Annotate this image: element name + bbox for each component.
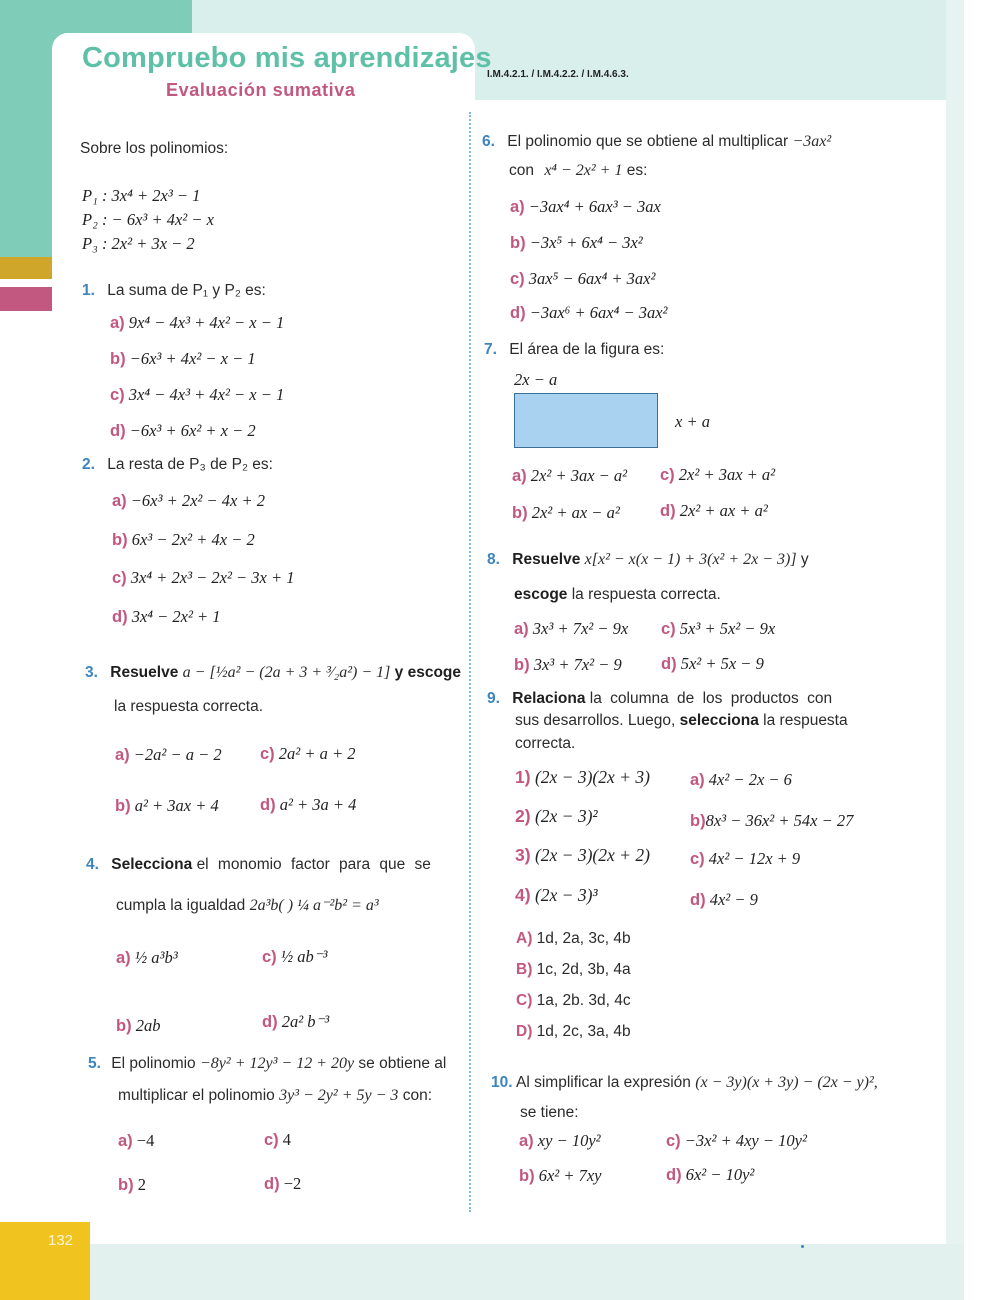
question-10-line2: se tiene: [520, 1104, 579, 1121]
polynomial-p2: P₂ : − 6x³ + 4x² − x [82, 210, 214, 229]
q3-option-d [260, 795, 356, 815]
question-6 [482, 133, 831, 151]
option-label: c) [510, 270, 525, 288]
question-verb: selecciona [679, 712, 759, 729]
q1-option-d [110, 421, 256, 441]
question-number: 9. [487, 690, 500, 707]
option-text: a² + 3a + 4 [279, 795, 357, 814]
option-label: B) [516, 961, 533, 978]
option-text: 1c, 2d, 3b, 4a [536, 961, 631, 978]
option-label: a) [115, 746, 130, 764]
option-label: b) [112, 531, 128, 549]
option-label: 2) [515, 806, 531, 826]
option-label: d) [666, 1166, 682, 1184]
rectangle-figure [514, 393, 658, 448]
question-verb: escoge [514, 586, 568, 603]
option-text: (2x − 3)³ [534, 885, 598, 905]
question-3 [85, 664, 461, 682]
q7-option-a [512, 466, 627, 486]
q9-expansion-d [690, 890, 758, 910]
option-text: −3x² + 4xy − 10y² [684, 1131, 807, 1150]
question-number: 3. [85, 664, 98, 681]
question-number: 4. [86, 856, 99, 873]
option-label: A) [516, 930, 533, 947]
q9-product-4 [515, 885, 598, 906]
q9-expansion-b [690, 811, 853, 831]
option-label: c) [264, 1131, 279, 1149]
question-4 [86, 856, 431, 874]
option-label: d) [264, 1175, 280, 1193]
option-text: 6x² + 7xy [538, 1166, 602, 1185]
question-expression: −3ax² [792, 133, 832, 150]
option-text: 4x² − 2x − 6 [708, 770, 792, 789]
option-text: a² + 3ax + 4 [134, 796, 219, 815]
q2-option-a [112, 491, 265, 511]
option-text: 4x² − 12x + 9 [708, 849, 801, 868]
polynomial-p3: P₃ : 2x² + 3x − 2 [82, 234, 195, 253]
option-label: c) [690, 850, 705, 868]
q9-expansion-a [690, 770, 792, 790]
option-text: 3x⁴ − 4x³ + 4x² − x − 1 [128, 385, 285, 404]
option-text: 3x⁴ − 2x² + 1 [131, 607, 221, 626]
q5-option-b [118, 1175, 146, 1195]
decorative-dot [801, 1245, 804, 1248]
polynomial-p1: P₁ : 3x⁴ + 2x³ − 1 [82, 186, 201, 205]
question-expression: 3y³ − 2y² + 5y − 3 [279, 1087, 399, 1104]
option-label: b) [690, 812, 706, 830]
option-text: −6x³ + 2x² − 4x + 2 [130, 491, 265, 510]
q7-option-d [660, 501, 768, 521]
option-text: (2x − 3)(2x + 3) [534, 767, 650, 787]
question-number: 7. [484, 341, 497, 358]
option-label: d) [660, 502, 676, 520]
option-text: 5x² + 5x − 9 [680, 654, 764, 673]
q5-option-a [118, 1131, 154, 1151]
indicators-code: I.M.4.2.1. / I.M.4.2.2. / I.M.4.6.3. [487, 69, 629, 80]
question-text: La resta de P₃ de P₂ es: [107, 456, 273, 473]
question-verb: Resuelve [512, 551, 581, 568]
option-text: 4x² − 9 [709, 890, 758, 909]
option-text: 8x³ − 36x² + 54x − 27 [705, 811, 854, 830]
option-text: −3ax⁶ + 6ax⁴ − 3ax² [529, 303, 668, 322]
q1-option-a [110, 313, 284, 333]
rectangle-width-label: 2x − a [514, 370, 558, 389]
q9-expansion-c [690, 849, 800, 869]
question-text: es: [626, 162, 648, 179]
question-8 [487, 551, 809, 569]
option-text: 3x³ + 7x² − 9x [532, 619, 629, 638]
option-label: c) [661, 620, 676, 638]
option-text: 2x² + ax − a² [531, 503, 620, 522]
option-label: c) [262, 948, 277, 966]
question-number: 2. [82, 456, 95, 473]
option-label: d) [112, 608, 128, 626]
question-verb: Resuelve [110, 664, 179, 681]
question-text: El polinomio que se obtiene al multiplicar [507, 133, 789, 150]
question-text: la respuesta [763, 712, 848, 729]
option-text: 3ax⁵ − 6ax⁴ + 3ax² [528, 269, 656, 288]
option-label: a) [116, 949, 131, 967]
option-label: b) [110, 350, 126, 368]
option-label: a) [118, 1132, 133, 1150]
question-1 [82, 282, 266, 300]
question-text: la respuesta correcta. [571, 586, 721, 603]
option-label: c) [260, 745, 275, 763]
option-text: 2ab [135, 1016, 161, 1035]
option-text: 5x³ + 5x² − 9x [679, 619, 776, 638]
question-tail: y escoge [394, 664, 462, 681]
option-label: c) [660, 466, 675, 484]
option-text: (2x − 3)(2x + 2) [534, 845, 650, 865]
q10-option-a [519, 1131, 601, 1151]
question-expression: (x − 3y)(x + 3y) − (2x − y)², [695, 1074, 878, 1091]
question-text: el monomio factor para que se [196, 856, 431, 873]
option-text: 3x³ + 7x² − 9 [533, 655, 622, 674]
q6-option-b [510, 233, 643, 253]
q1-option-b [110, 349, 256, 369]
q4-option-b [116, 1016, 160, 1036]
option-label: c) [110, 386, 125, 404]
q5-option-c [264, 1130, 291, 1150]
option-label: a) [514, 620, 529, 638]
option-text: 2a² b⁻³ [281, 1012, 330, 1031]
question-expression: a − [½a² − (2a + 3 + ³⁄₂a²) − 1] [182, 664, 391, 681]
question-text: cumpla la igualdad [116, 897, 246, 914]
option-label: d) [110, 422, 126, 440]
question-text: multiplicar el polinomio [118, 1087, 275, 1104]
q3-option-b [115, 796, 219, 816]
question-verb: Relaciona [512, 690, 586, 707]
question-9-line3: correcta. [515, 735, 576, 752]
question-expression: −8y² + 12y³ − 12 + 20y [200, 1055, 355, 1072]
question-text: con [509, 162, 534, 179]
option-text: 6x³ − 2x² + 4x − 2 [131, 530, 255, 549]
option-label: d) [690, 891, 706, 909]
question-5 [88, 1055, 446, 1073]
page-title: Compruebo mis aprendizajes [82, 42, 492, 74]
q9-answer-c [516, 992, 631, 1010]
question-number: 10. [491, 1074, 513, 1091]
question-tail: y [800, 551, 809, 568]
option-text: 1d, 2a, 3c, 4b [536, 930, 631, 947]
option-label: b) [510, 234, 526, 252]
q9-product-2 [515, 806, 598, 827]
option-text: xy − 10y² [537, 1131, 601, 1150]
q8-option-b [514, 655, 622, 675]
q1-option-c [110, 385, 284, 405]
option-label: d) [262, 1013, 278, 1031]
question-expression: x[x² − x(x − 1) + 3(x² + 2x − 3)] [584, 551, 797, 568]
question-number: 5. [88, 1055, 101, 1072]
q3-option-c [260, 744, 356, 764]
mint-right-edge [946, 0, 964, 1300]
question-5-line2 [118, 1087, 432, 1105]
option-text: −2 [283, 1174, 302, 1193]
page-number: 132 [0, 1222, 90, 1300]
q3-option-a [115, 745, 222, 765]
question-8-line2 [514, 586, 721, 604]
footer-band [0, 1244, 964, 1300]
q10-option-d [666, 1165, 754, 1185]
q9-product-3 [515, 845, 650, 866]
option-label: d) [661, 655, 677, 673]
q9-answer-a [516, 930, 631, 948]
option-label: a) [110, 314, 125, 332]
option-label: a) [690, 771, 705, 789]
question-9 [487, 690, 832, 708]
q4-option-a [116, 948, 178, 968]
option-text: 2x² + 3ax − a² [530, 466, 628, 485]
question-number: 8. [487, 551, 500, 568]
question-2 [82, 456, 273, 474]
option-text: ½ a³b³ [134, 948, 178, 967]
q8-option-a [514, 619, 628, 639]
option-label: 3) [515, 845, 531, 865]
question-10 [491, 1074, 878, 1092]
q7-option-c [660, 465, 775, 485]
option-text: 9x⁴ − 4x³ + 4x² − x − 1 [128, 313, 285, 332]
option-text: ½ ab⁻³ [280, 947, 328, 966]
question-text: la columna de los productos con [589, 690, 833, 707]
option-label: 4) [515, 885, 531, 905]
q4-option-d [262, 1012, 329, 1032]
question-text: La suma de P₁ y P₂ es: [107, 282, 266, 299]
option-text: (2x − 3)² [534, 806, 598, 826]
option-text: −2a² − a − 2 [133, 745, 222, 764]
question-text: El área de la figura es: [509, 341, 665, 358]
option-text: 2x² + 3ax + a² [678, 465, 776, 484]
question-text: Al simplificar la expresión [516, 1074, 691, 1091]
option-text: 1a, 2b. 3d, 4c [536, 992, 631, 1009]
option-text: −4 [136, 1131, 155, 1150]
option-label: a) [510, 198, 525, 216]
q10-option-b [519, 1166, 602, 1186]
option-label: 1) [515, 767, 531, 787]
q2-option-d [112, 607, 221, 627]
q2-option-b [112, 530, 255, 550]
q8-option-d [661, 654, 764, 674]
option-label: a) [512, 467, 527, 485]
question-expression: 2a³b( ) ¼ a⁻²b² = a³ [249, 897, 379, 914]
option-text: 3x⁴ + 2x³ − 2x² − 3x + 1 [130, 568, 295, 587]
question-text: sus desarrollos. Luego, [515, 712, 676, 729]
question-text: con: [402, 1087, 433, 1104]
option-text: 4 [282, 1130, 292, 1149]
option-text: 2x² + ax + a² [679, 501, 768, 520]
option-text: −3x⁵ + 6x⁴ − 3x² [529, 233, 643, 252]
intro-text: Sobre los polinomios: [80, 140, 229, 157]
column-divider [469, 112, 471, 1212]
question-9-line2 [515, 712, 848, 730]
question-number: 6. [482, 133, 495, 150]
q9-answer-b [516, 961, 631, 979]
question-verb: Selecciona [111, 856, 193, 873]
q9-answer-d [516, 1023, 631, 1041]
option-label: b) [514, 656, 530, 674]
question-expression: x⁴ − 2x² + 1 [544, 162, 623, 179]
option-label: b) [512, 504, 528, 522]
q6-option-d [510, 303, 668, 323]
q6-option-a [510, 197, 661, 217]
option-label: b) [519, 1167, 535, 1185]
question-number: 1. [82, 282, 95, 299]
option-text: 1d, 2c, 3a, 4b [536, 1023, 631, 1040]
question-text: El polinomio [111, 1055, 196, 1072]
option-label: D) [516, 1023, 533, 1040]
option-label: d) [510, 304, 526, 322]
option-text: −6x³ + 6x² + x − 2 [129, 421, 256, 440]
option-label: b) [118, 1176, 134, 1194]
question-6-line2 [509, 162, 647, 180]
option-label: c) [112, 569, 127, 587]
option-label: a) [519, 1132, 534, 1150]
option-text: −6x³ + 4x² − x − 1 [129, 349, 256, 368]
option-text: 2 [137, 1175, 146, 1194]
q4-option-c [262, 947, 327, 967]
page-subtitle: Evaluación sumativa [166, 80, 356, 100]
yellow-stripe [0, 257, 52, 279]
q6-option-c [510, 269, 655, 289]
option-text: −3ax⁴ + 6ax³ − 3ax [528, 197, 661, 216]
option-text: 2a² + a + 2 [278, 744, 356, 763]
option-label: a) [112, 492, 127, 510]
q7-option-b [512, 503, 620, 523]
option-label: b) [115, 797, 131, 815]
question-7 [484, 341, 664, 359]
q8-option-c [661, 619, 775, 639]
q10-option-c [666, 1131, 807, 1151]
option-text: 6x² − 10y² [685, 1165, 755, 1184]
question-4-line2 [116, 895, 379, 915]
pink-stripe [0, 287, 52, 311]
question-text: se obtiene al [358, 1055, 447, 1072]
q5-option-d [264, 1174, 301, 1194]
option-label: d) [260, 796, 276, 814]
option-label: b) [116, 1017, 132, 1035]
option-label: C) [516, 992, 533, 1009]
option-label: c) [666, 1132, 681, 1150]
q2-option-c [112, 568, 295, 588]
question-3-line2: la respuesta correcta. [114, 698, 264, 715]
q9-product-1 [515, 767, 650, 788]
rectangle-height-label: x + a [675, 412, 710, 431]
